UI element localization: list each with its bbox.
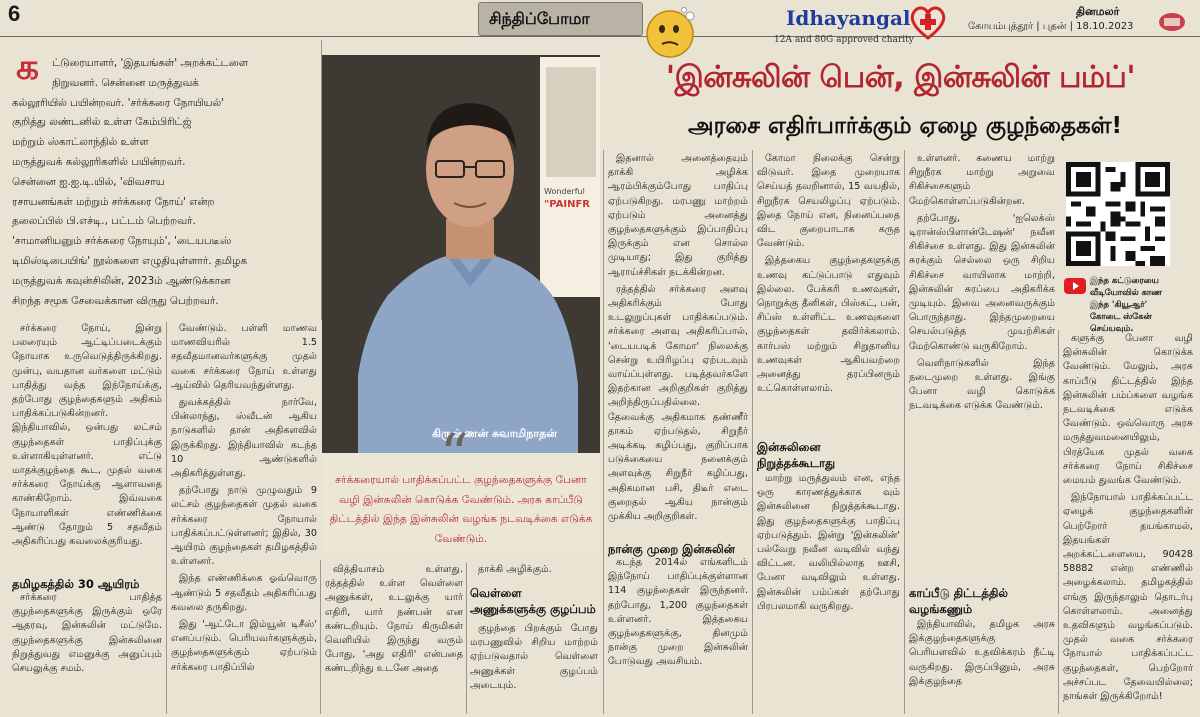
bio-line: நிறுவனர். சென்னை மருத்துவக் (52, 76, 199, 89)
col-divider-4 (603, 150, 604, 714)
col4-subhead: வெள்ளை அணுக்களுக்கு குழப்பம் (470, 586, 596, 616)
article-column-1b (12, 591, 162, 713)
col3-paragraphs (325, 563, 463, 677)
thinking-face-icon (640, 4, 700, 60)
bio-line: 'சாமானியனும் சர்க்கரை நோயும்', 'டையபடீஸ் (12, 235, 232, 248)
org-name: Idhayangal (786, 6, 911, 30)
person-figure (322, 55, 600, 453)
col5-subhead: நான்கு முறை இன்சுலின் (608, 542, 735, 556)
article-column-6b (757, 472, 900, 714)
qr-block (1062, 160, 1172, 333)
article-column-3 (325, 563, 463, 675)
article-paragraph: தாக்கி அழிக்கும். (478, 564, 552, 575)
bio-line: மற்றும் ஸ்காட்லாந்தில் உள்ள (12, 136, 149, 149)
paper-name: தினமலர் (1076, 5, 1120, 18)
section-title: சிந்திப்போமா (489, 9, 590, 28)
col7-paragraphs (909, 152, 1055, 414)
col8-paragraphs (1063, 332, 1193, 704)
article-paragraph: இந்தியாவில், தமிழக அரசு இக்குழந்தைகளுக்கு பெரியளவில் உதவிக்கரம் நீட்டி வருகிறது. இருப்பினும், அரசு இக்குழந்தை (909, 619, 1055, 687)
col5-paragraphs (608, 152, 748, 524)
col7-subhead: காப்பீடு திட்டத்தில் வழங்கணும் (909, 586, 1008, 616)
col-divider-2 (320, 560, 321, 714)
article-column-2 (171, 322, 317, 714)
article-column-4b (470, 622, 598, 714)
article-column-7b (909, 618, 1055, 714)
bio-line: தலைப்பில் பி.எச்டி., பட்டம் பெற்றவர். (12, 215, 196, 228)
article-column-5b (608, 556, 748, 714)
col4-paragraphs (470, 563, 598, 577)
col-divider-1 (166, 322, 167, 714)
article-paragraph: வெளிநாடுகளில் இந்த நடைமுறை உள்ளது. இங்கு பேனா வழி கொடுக்க நடவடிக்கை எடுக்க வேண்டும். (909, 357, 1055, 412)
col7b-paragraphs (909, 618, 1055, 689)
col-divider-3 (466, 563, 467, 714)
col6-paragraphs (757, 152, 900, 396)
article-paragraph: உள்ளனர். கணைய மாற்று சிறுநீரக மாற்று அறுவை சிகிச்சைகளும் மேற்கொள்ளப்படுகின்றன. (909, 153, 1055, 207)
article-paragraph: துவக்கத்தில் நார்வே, பின்லாந்து, ஸ்வீடன் ஆகிய நாடுகளில் தான் அதிகளவில் இருக்கிறது. இந்தியாவில் கடந்த 10 ஆண்டுகளில் அதிகரித்துள்ளது. (171, 397, 317, 480)
paper-logo-icon (1158, 12, 1186, 32)
col5b-paragraphs (608, 556, 748, 670)
bio-line: சென்னை ஐ.ஐ.டி.யில், 'விவசாய (12, 175, 165, 188)
photo-caption: கிருஷ்ணன் சுவாமிநாதன் (432, 427, 557, 440)
article-paragraph: தற்போது, 'ஐலெக்ஸ் டிரான்ஸ்பிளான்டேஷன்' நவீன சிகிச்சை உள்ளது. இது இன்சுலின் சுரக்கும் செல்லை ஒரு சிறிய சிகிச்சை வாயிலாக மாற்றி, இன்சுலின் சுரப்பை அதிகரிக்க முடியும். இவை அனைவருக்கும் பொருந்தாது. இந்தமுறையை செயல்படுத்த முயற்சிகள் மேற்கொண்டு வருகிறோம். (909, 212, 1055, 352)
article-paragraph: வித்தியாசம் உள்ளது. ரத்தத்தில் உள்ள வெள்ளை அணுக்கள், உடலுக்கு யார் எதிரி, யார் நண்பன் என கண்டறியும். நோய் கிருமிகள் வெளியில் இருந்து வரும் போது, 'அது எதிரி' என்பதை கண்டறிந்து உடனே அதை (325, 564, 463, 675)
article-paragraph: சர்க்கரை பாதித்த குழந்தைகளுக்கு இருக்கும் ஒரே ஆதரவு, இன்சுலின் மட்டுமே. குழந்தைகளுக்கு இன்சுலினை நிறுத்துவது எமனுக்கு அனுப்பும் செயலுக்கு சமம். (12, 592, 162, 675)
headline-main: 'இன்சுலின் பென், இன்சுலின் பம்ப்' (665, 60, 1136, 95)
bio-line: சிறந்த சமூக சேவைக்கான விருது பெற்றவர். (12, 294, 219, 307)
article-paragraph: களுக்கு பேனா வழி இன்சுலின் கொடுக்க வேண்டும். மேலும், அரசு காப்பீடு திட்டத்தில் இந்த இன்சுலின் பம்ப்களை வழங்க நடவடிக்கை எடுக்க வேண்டும். ஒவ்வொரு அரசு மருத்துவமனையிலும், பிரத்யேக முதல் வகை சர்க்கரை நோய் சிகிச்சை மையம் துவங்க வேண்டும். (1063, 333, 1193, 487)
article-paragraph: சர்க்கரை நோய், இன்று பலரையும் ஆட்டிப்படைக்கும் நோயாக உருவெடுத்திருக்கிறது. முன்பு, வயதான வர்களை மட்டும் பாதித்து வந்த இந்நோய்க்கு, தற்போது குழந்தைகளும் அதிகம் பாதிக்கப்படுகின்றனர். இந்தியாவில், ஒன்பது லட்சம் குழந்தைகள் பாதிப்புக்கு உள்ளாகியுள்ளனர். எட்டு மாதக்குழந்தை கூட, முதல் வகை சர்க்கரை நோய்க்கு ஆளாவதை காண்கிறோம். இவ்வகை நோயாளிகள் எண்ணிக்கை ஆண்டு தோறும் 5 சதவீதம் அதிகரிப்பது கவலைக்குரியது. (12, 323, 162, 548)
article-paragraph: தற்போது நாடு முழுவதும் 9 லட்சம் குழந்தைகள் முதல் வகை சர்க்கரை நோயால் பாதிக்கப்பட்டுள்ளனர்; இதில், 30 ஆயிரம் குழந்தைகள் தமிழகத்தில் உள்ளனர். (171, 485, 317, 568)
article-paragraph: இந்நோயால் பாதிக்கப்பட்ட ஏழைக் குழந்தைகளின் பெற்றோர் தயங்காமல், இதயங்கள் அறக்கட்டளையை, 90428 58882 என்ற எண்ணில் அழைக்கலாம். தமிழகத்தில் எங்கு இருந்தாலும் தொடர்பு கொள்ளலாம். அனைத்து உதவிகளும் வழங்கப்படும். முதல் வகை சர்க்கரை நோயால் பாதிக்கப்பட்ட குழந்தைகள், பெற்றோர் அச்சப்பட தேவையில்லை; நாங்கள் இருக்கிறோம்! (1063, 492, 1193, 703)
poster-text: "PAINFR (544, 199, 590, 210)
quote-text: சர்க்கரையால் பாதிக்கப்பட்ட குழந்தைகளுக்கு பேனா வழி இன்சுலின் கொடுக்க வேண்டும். அரசு காப்பீடு திட்டத்தில் இந்த இன்சுலின் வழங்க நடவடிக்கை எடுக்க வேண்டும். (329, 474, 593, 545)
edition-line: கோயம்புத்தூர் | புதன் | 18.10.2023 (968, 21, 1134, 32)
org-tagline: 12A and 80G approved charity (774, 35, 914, 45)
col4b-paragraphs (470, 622, 598, 693)
headline-sub: அரசை எதிர்பார்க்கும் ஏழை குழந்தைகள்! (688, 113, 1122, 139)
heart-cross-icon (908, 4, 948, 40)
article-column-7 (909, 152, 1055, 580)
article-column-8 (1063, 332, 1193, 714)
bio-line: டிமிஸ்டிபையிங்' நூல்களை எழுதியுள்ளார். தமிழக (12, 254, 247, 267)
bio-lines (12, 54, 320, 311)
drop-cap: க (16, 47, 40, 88)
header-rule (0, 36, 1200, 37)
col1-paragraphs (12, 322, 162, 549)
article-column-1 (12, 322, 162, 568)
bio-line: மருத்துவக் கல்லூரிகளில் பயின்றவர். (12, 155, 186, 168)
bio-line: மருத்துவக் கவுன்சிலின், 2023ம் ஆண்டுக்கான (12, 274, 231, 287)
poster-label: Wonderful (544, 187, 585, 196)
article-paragraph: கோமா நிலைக்கு சென்று விடுவர். இதை முறையாக செய்யத் தவறினால், 15 வயதில், சிறுநீரக செயலிழப்பு ஏற்படும். இதை நோய் என, நினைப்பதை விட குறைபாடாக கருத வேண்டும். (757, 153, 900, 250)
col1-subhead: தமிழகத்தில் 30 ஆயிரம் (12, 577, 140, 591)
quote-mark: “ (440, 423, 469, 488)
page-number: 6 (8, 1, 21, 26)
org-logo (760, 4, 950, 52)
article-column-4 (470, 563, 598, 581)
section-title-tag (478, 2, 643, 36)
article-paragraph: இந்த எண்ணிக்கை ஓவ்வொரு ஆண்டும் 5 சதவீதம் அதிகரிப்பது கவலை தருகிறது. (171, 573, 317, 613)
col-divider-6 (904, 150, 905, 714)
article-column-6 (757, 152, 900, 432)
article-paragraph: இதனால் அனைத்தையும் தாக்கி அழிக்க ஆரம்பிக்கும்போது பாதிப்பு ஏற்படுகிறது. மரபணு மாற்றம் ஏற்படும் அனைத்து குழந்தைகளுக்கும் இப்பாதிப்பு இருக்கும் என சொல்ல முடியாது; இது குறித்து ஆராய்ச்சிகள் நடக்கின்றன. (608, 153, 748, 278)
col6-subhead: இன்சுலினை நிறுத்தக்கூடாது (757, 440, 836, 470)
author-bio (12, 46, 320, 316)
col6b-paragraphs (757, 472, 900, 614)
bio-line: ரசாயனங்கள் மற்றும் சர்க்கரை நோய்' என்ற (12, 195, 215, 208)
bio-line: கல்லூரியில் பயின்றவர். 'சர்க்கரை நோயியல்' (12, 96, 224, 109)
youtube-icon (1064, 278, 1086, 294)
qr-code[interactable] (1066, 162, 1170, 266)
col-divider-7 (1058, 330, 1059, 714)
article-paragraph: மாற்று மருத்துவம் என, எந்த ஒரு காரணத்துக்காக வும் இன்சுலினை நிறுத்தக்கூடாது. இது குழந்தைகளுக்கு பாதிப்பு ஏற்படுத்தும். இன்று 'இன்சுலின்' பல்வேறு நவீன வடிவில் வந்து விட்டன. வலியில்லாத ஊசி, பேனா வடிவிலும் உள்ளது. இன்சுலின் பம்ப்கள் தற்போது பிரபலமாகி வருகிறது. (757, 473, 900, 612)
qr-text: இந்த கட்டுரையை வீடியோவில் காண இந்த 'கியூஆர்' கோடை ஸ்கேன் செய்யவும். (1090, 275, 1162, 333)
article-paragraph: இத்தகைய குழந்தைகளுக்கு உணவு கட்டுப்பாடு எதுவும் இல்லை. பேக்கரி உணவுகள், நொறுக்கு தீனிகள், பிஸ்கட், பன், சிப்ஸ் உள்ளிட்ட உணவுகளை குழந்தைகள் தவிர்க்கலாம். கார்பஸ் மற்றும் சிறுதானிய உணவுகள் ஆகியவற்றை அனைத்து தரப்பினரும் உட்கொள்ளலாம். (757, 255, 900, 395)
bio-line: குறித்து லண்டனில் உள்ள கேம்பிரிட்ஜ் (12, 116, 192, 129)
article-paragraph: வேண்டும். பள்ளி மாணவ மாணவியரில் 1.5 சதவீதமானவர்களுக்கு முதல் வகை சர்க்கரை நோய் உள்ளது ஆய்வில் தெரியவந்துள்ளது. (171, 323, 317, 391)
article-paragraph: இது 'ஆட்டோ இம்யூன் டிசீஸ்' எனப்படும். பெரியவர்களுக்கும், குழந்தைகளுக்கும் ஏற்படும் சர்க்கரை பாதிப்பில் (171, 619, 317, 673)
col1b-paragraphs (12, 591, 162, 676)
col2-paragraphs (171, 322, 317, 675)
col-divider-5 (752, 150, 753, 714)
author-photo (322, 55, 600, 453)
article-column-5 (608, 152, 748, 532)
article-paragraph: ரத்தத்தில் சர்க்கரை அளவு அதிகரிக்கும் போது உடலுறுப்புகள் பாதிக்கப்படும். சர்க்கரை அளவு அதிகரிப்பால், 'டையபடிக் கோமா' நிலைக்கு சென்று உயிரிழப்பு ஏற்படவும் வாய்ப்புள்ளது. படித்தவர்களே இதற்கான அறிகுறிகள் குறித்து அறிந்திருப்பதில்லை. தேவைக்கு அதிகமாக தண்ணீர் தாகம் ஏற்படுதல், சிறுநீர் அடிக்கடி கழிப்பது, குறிப்பாக படுக்கையை நனைக்கும் அளவுக்கு சிறுநீர் கழிப்பது, அதிகமான பசி, திடீர் எடை குறைதல் ஆகிய நான்கும் முக்கிய அறிகுறிகள். (608, 283, 748, 523)
article-paragraph: குழந்தை பிறக்கும் போது மரபணுவில் சிறிய மாற்றம் ஏற்படுவதால் வெள்ளை அணுக்கள் குழப்பம் அடையும். (470, 623, 598, 691)
bio-line: ட்டுரையாளர், 'இதயங்கள்' அறக்கட்டளை (52, 57, 249, 69)
article-paragraph: கடந்த 2014ல் எங்களிடம் இந்நோய் பாதிப்புக்குள்ளான 114 குழந்தைகள் இருந்தனர். தற்போது, 1,200 குழந்தைகள் உள்ளனர். இத்தகைய குழந்தைகளுக்கு, தினமும் நான்கு முறை இன்சுலின் போடுவது அவசியம். (608, 557, 748, 668)
